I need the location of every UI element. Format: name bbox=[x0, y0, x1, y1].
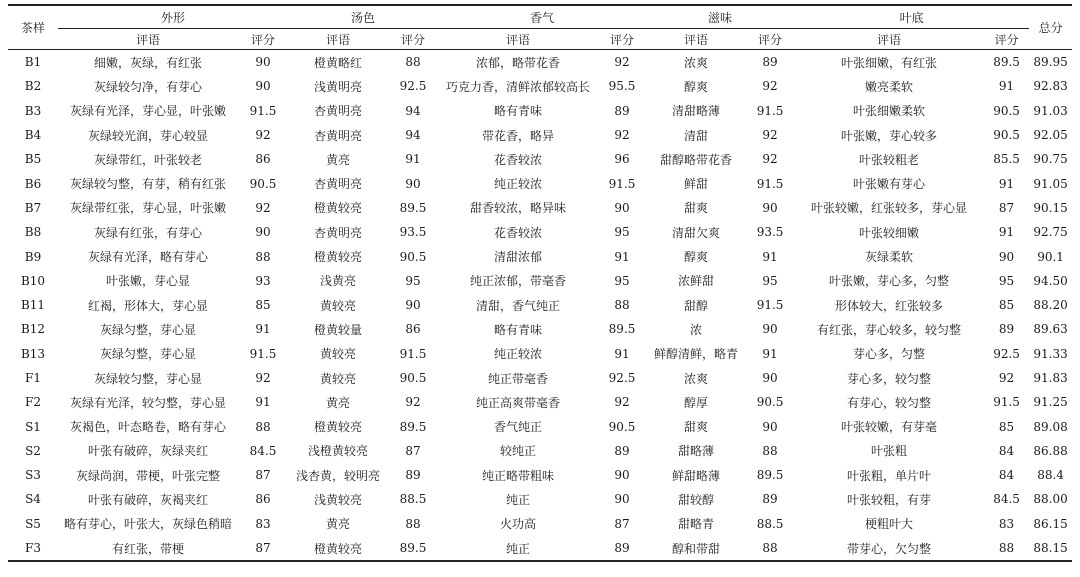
header-appearance: 外形 bbox=[58, 5, 288, 29]
cell-aroma-comment: 纯正较浓 bbox=[494, 177, 543, 192]
cell-total: 88.4 bbox=[1037, 468, 1064, 483]
cell-liquor-comment: 杏黄明亮 bbox=[314, 104, 363, 119]
cell-liquor-comment: 浅杏黄，较明亮 bbox=[296, 468, 381, 483]
cell-leaf-score: 84 bbox=[998, 468, 1015, 483]
cell-total: 91.25 bbox=[1033, 395, 1068, 410]
cell-taste-score: 89.5 bbox=[756, 468, 784, 483]
cell-leaf-comment: 带芽心，欠匀整 bbox=[794, 536, 984, 561]
cell-leaf-comment: 嫩亮柔软 bbox=[865, 79, 914, 94]
table-row bbox=[8, 317, 1072, 341]
cell-taste-score: 88 bbox=[762, 443, 778, 458]
cell-aroma-comment: 略有青味 bbox=[494, 322, 543, 337]
cell-taste-score: 91.5 bbox=[756, 298, 784, 313]
cell-aroma-comment: 火功高 bbox=[500, 517, 537, 532]
cell-taste-score: 91.5 bbox=[756, 103, 784, 118]
cell-appearance-score: 83 bbox=[255, 516, 271, 531]
cell-liquor-comment: 橙黄较亮 bbox=[314, 420, 363, 435]
cell-aroma-comment: 花香较浓 bbox=[494, 152, 543, 167]
cell-leaf-score: 84 bbox=[998, 443, 1015, 458]
cell-liquor-score: 92.5 bbox=[399, 79, 427, 94]
cell-appearance-score: 92 bbox=[255, 200, 271, 215]
table-row bbox=[8, 74, 1072, 98]
cell-aroma-score: 95 bbox=[614, 225, 630, 240]
cell-liquor-comment: 浅黄亮 bbox=[320, 274, 357, 289]
cell-aroma-comment: 巧克力香，清鲜浓郁较高长 bbox=[446, 79, 591, 94]
cell-sample: B4 bbox=[24, 128, 42, 143]
cell-liquor-comment: 黄较亮 bbox=[320, 298, 357, 313]
cell-aroma-comment: 清甜浓郁 bbox=[494, 250, 543, 265]
cell-taste-comment: 醇爽 bbox=[684, 250, 709, 265]
cell-liquor-score: 88 bbox=[405, 55, 421, 70]
cell-taste-score: 88.5 bbox=[756, 516, 784, 531]
cell-aroma-score: 91.5 bbox=[608, 176, 636, 191]
cell-liquor-score: 90.5 bbox=[399, 371, 427, 385]
cell-leaf-comment: 叶张嫩，芽心多，匀整 bbox=[829, 274, 950, 289]
cell-appearance-score: 93 bbox=[255, 273, 271, 288]
cell-total: 90.75 bbox=[1033, 152, 1068, 167]
cell-appearance-score: 87 bbox=[255, 468, 271, 483]
cell-liquor-comment: 黄较亮 bbox=[320, 371, 357, 386]
cell-sample: B13 bbox=[20, 346, 46, 361]
cell-aroma-score: 89 bbox=[614, 103, 630, 118]
cell-total: 86.15 bbox=[1033, 516, 1068, 531]
cell-taste-score: 91 bbox=[762, 346, 778, 361]
cell-total: 88.20 bbox=[1033, 298, 1068, 313]
cell-appearance-comment: 细嫩，灰绿，有红张 bbox=[93, 55, 202, 70]
cell-total: 92.83 bbox=[1033, 79, 1068, 94]
cell-aroma-score: 90 bbox=[614, 492, 630, 507]
cell-total: 91.03 bbox=[1033, 103, 1068, 118]
cell-sample: F3 bbox=[8, 536, 58, 561]
cell-aroma-comment: 纯正浓郁，带毫香 bbox=[470, 274, 567, 289]
cell-appearance-score: 91 bbox=[255, 322, 271, 337]
cell-liquor-score: 95 bbox=[405, 273, 421, 288]
cell-leaf-score: 90.5 bbox=[993, 128, 1020, 143]
cell-total: 92.75 bbox=[1033, 225, 1068, 240]
cell-aroma-comment: 纯正高爽带毫香 bbox=[476, 395, 561, 410]
cell-appearance-comment: 灰绿有光泽，芽心显，叶张嫩 bbox=[69, 104, 226, 119]
cell-taste-comment: 清甜 bbox=[684, 128, 709, 143]
cell-appearance-comment: 叶张嫩，芽心显 bbox=[105, 274, 190, 289]
cell-aroma-score: 95.5 bbox=[608, 79, 636, 94]
cell-appearance-score: 90 bbox=[255, 79, 271, 94]
cell-leaf-score: 87 bbox=[998, 200, 1015, 215]
cell-aroma-score: 89 bbox=[598, 536, 646, 561]
cell-liquor-score: 91 bbox=[405, 152, 421, 167]
cell-aroma-score: 92.5 bbox=[608, 371, 636, 385]
cell-aroma-score: 87 bbox=[614, 516, 630, 531]
cell-aroma-score: 96 bbox=[614, 152, 630, 167]
cell-liquor-comment: 黄亮 bbox=[326, 395, 351, 410]
cell-sample: B8 bbox=[24, 225, 42, 240]
cell-appearance-score: 90.5 bbox=[249, 176, 277, 191]
cell-total: 91.83 bbox=[1033, 371, 1068, 385]
cell-liquor-score: 89.5 bbox=[399, 200, 427, 215]
cell-appearance-score: 90 bbox=[255, 225, 271, 240]
cell-taste-comment: 鲜醇清鲜，略青 bbox=[654, 347, 739, 362]
table-row bbox=[8, 512, 1072, 536]
cell-sample: F2 bbox=[25, 395, 41, 410]
cell-leaf-comment: 叶张较粗，有芽 bbox=[847, 492, 932, 507]
cell-appearance-comment: 略有芽心，叶张大，灰绿色稍暗 bbox=[63, 517, 232, 532]
cell-appearance-score: 90 bbox=[255, 55, 271, 70]
cell-leaf-comment: 有芽心，较匀整 bbox=[847, 395, 932, 410]
cell-liquor-score: 86 bbox=[405, 322, 421, 337]
cell-taste-comment: 甜略薄 bbox=[678, 444, 715, 459]
table-row bbox=[8, 220, 1072, 244]
cell-liquor-comment: 橙黄较亮 bbox=[288, 536, 388, 561]
cell-aroma-score: 91 bbox=[614, 249, 630, 264]
cell-sample: B1 bbox=[24, 55, 42, 70]
cell-taste-score: 92 bbox=[762, 79, 778, 94]
cell-sample: B5 bbox=[24, 152, 42, 167]
cell-leaf-score: 90.5 bbox=[993, 103, 1020, 118]
cell-taste-comment: 鲜甜略薄 bbox=[672, 468, 721, 483]
cell-liquor-score: 89.5 bbox=[388, 536, 438, 561]
cell-taste-score: 92 bbox=[762, 128, 778, 143]
cell-taste-score: 95 bbox=[762, 273, 778, 288]
cell-taste-comment: 浓爽 bbox=[684, 371, 709, 386]
cell-appearance-comment: 灰绿匀整，芽心显 bbox=[99, 347, 196, 362]
cell-leaf-score: 89.5 bbox=[993, 55, 1020, 70]
cell-sample: S3 bbox=[25, 468, 41, 483]
cell-sample: S2 bbox=[25, 443, 41, 458]
cell-sample: B12 bbox=[20, 322, 46, 337]
cell-liquor-score: 90.5 bbox=[399, 249, 427, 264]
cell-leaf-score: 91.5 bbox=[993, 395, 1020, 410]
cell-leaf-score: 91 bbox=[998, 176, 1015, 191]
cell-aroma-comment: 纯正带毫香 bbox=[488, 371, 549, 386]
cell-leaf-score: 84.5 bbox=[993, 492, 1020, 507]
cell-leaf-score: 85.5 bbox=[993, 152, 1020, 167]
cell-total: 90.1 bbox=[1037, 249, 1064, 264]
cell-taste-score: 90 bbox=[762, 371, 778, 385]
cell-liquor-comment: 黄较亮 bbox=[320, 347, 357, 362]
cell-total: 91.05 bbox=[1033, 176, 1068, 191]
cell-aroma-score: 92 bbox=[614, 128, 630, 143]
cell-leaf-comment: 叶张嫩，芽心较多 bbox=[841, 128, 938, 143]
cell-taste-score: 90.5 bbox=[756, 395, 784, 410]
cell-appearance-comment: 灰褐色，叶态略卷，略有芽心 bbox=[69, 420, 226, 435]
tea-evaluation-table-wrap bbox=[8, 4, 1072, 562]
subheader-comment: 评语 bbox=[438, 29, 598, 50]
subheader-score: 评分 bbox=[598, 29, 646, 50]
cell-taste-comment: 甜较醇 bbox=[678, 492, 715, 507]
cell-liquor-comment: 杏黄明亮 bbox=[314, 225, 363, 240]
cell-liquor-score: 87 bbox=[405, 443, 421, 458]
cell-total: 92.05 bbox=[1033, 128, 1068, 143]
cell-leaf-comment: 形体较大，红张较多 bbox=[835, 298, 944, 313]
cell-aroma-comment: 纯正较浓 bbox=[494, 347, 543, 362]
cell-aroma-score: 92 bbox=[614, 395, 630, 410]
cell-leaf-score: 90 bbox=[998, 249, 1015, 264]
cell-leaf-comment: 叶张嫩有芽心 bbox=[853, 177, 926, 192]
cell-liquor-score: 92 bbox=[405, 395, 421, 410]
cell-leaf-score: 88 bbox=[984, 536, 1029, 561]
cell-liquor-score: 88 bbox=[405, 516, 421, 531]
cell-liquor-comment: 杏黄明亮 bbox=[314, 177, 363, 192]
cell-liquor-score: 90 bbox=[405, 176, 421, 191]
cell-appearance-comment: 灰绿有光泽，略有芽心 bbox=[87, 250, 208, 265]
cell-appearance-score: 84.5 bbox=[249, 443, 277, 458]
cell-appearance-comment: 灰绿带红，叶张较老 bbox=[93, 152, 202, 167]
cell-aroma-comment: 带花香，略异 bbox=[482, 128, 555, 143]
cell-total: 86.88 bbox=[1033, 443, 1068, 458]
cell-appearance-score: 88 bbox=[255, 249, 271, 264]
cell-taste-comment: 清甜欠爽 bbox=[672, 225, 721, 240]
cell-leaf-score: 92.5 bbox=[993, 346, 1020, 361]
cell-leaf-comment: 叶张较嫩，有芽毫 bbox=[841, 420, 938, 435]
cell-sample: B10 bbox=[20, 273, 46, 288]
cell-appearance-comment: 叶张有破碎，灰褐夹红 bbox=[87, 492, 208, 507]
cell-sample: B2 bbox=[24, 79, 42, 94]
cell-sample: B7 bbox=[24, 200, 42, 215]
cell-leaf-comment: 叶张细嫩，有红张 bbox=[841, 55, 938, 70]
cell-appearance-score: 92 bbox=[255, 128, 271, 143]
cell-leaf-score: 83 bbox=[998, 516, 1015, 531]
cell-taste-comment: 浓鲜甜 bbox=[678, 274, 715, 289]
cell-total: 90.15 bbox=[1033, 200, 1068, 215]
cell-leaf-comment: 叶张粗 bbox=[871, 444, 908, 459]
tea-evaluation-table bbox=[8, 4, 1072, 562]
cell-leaf-comment: 有红张，芽心较多，较匀整 bbox=[817, 322, 962, 337]
cell-aroma-comment: 甜香较浓，略异味 bbox=[470, 201, 567, 216]
table-row bbox=[8, 123, 1072, 147]
cell-appearance-score: 86 bbox=[255, 492, 271, 507]
cell-appearance-comment: 叶张有破碎，灰绿夹红 bbox=[87, 444, 208, 459]
cell-leaf-score: 95 bbox=[998, 273, 1015, 288]
cell-appearance-comment: 灰绿带红张，芽心显，叶张嫩 bbox=[69, 201, 226, 216]
cell-leaf-comment: 灰绿柔软 bbox=[865, 250, 914, 265]
table-row bbox=[8, 439, 1072, 463]
cell-sample: S4 bbox=[25, 492, 41, 507]
cell-appearance-score: 87 bbox=[238, 536, 288, 561]
cell-total: 88.00 bbox=[1033, 492, 1068, 507]
cell-taste-score: 92 bbox=[762, 152, 778, 167]
cell-taste-comment: 鲜甜 bbox=[684, 177, 709, 192]
cell-liquor-score: 94 bbox=[405, 128, 421, 143]
cell-liquor-comment: 黄亮 bbox=[326, 517, 351, 532]
cell-appearance-comment: 灰绿较匀净，有芽心 bbox=[93, 79, 202, 94]
subheader-comment: 评语 bbox=[58, 29, 238, 50]
cell-leaf-score: 91 bbox=[998, 79, 1015, 94]
cell-total: 89.63 bbox=[1033, 322, 1068, 337]
cell-appearance-score: 88 bbox=[255, 419, 271, 434]
cell-total: 88.15 bbox=[1029, 536, 1072, 561]
cell-liquor-comment: 橙黄较亮 bbox=[314, 201, 363, 216]
table-row bbox=[8, 99, 1072, 123]
cell-aroma-comment: 略有青味 bbox=[494, 104, 543, 119]
cell-leaf-comment: 叶张较嫩，红张较多，芽心显 bbox=[811, 201, 968, 216]
cell-liquor-comment: 橙黄略红 bbox=[314, 55, 363, 70]
cell-taste-comment: 甜醇略带花香 bbox=[660, 152, 733, 167]
subheader-score: 评分 bbox=[238, 29, 288, 50]
cell-liquor-comment: 黄亮 bbox=[326, 152, 351, 167]
table-row bbox=[8, 536, 1072, 561]
cell-taste-comment: 浓 bbox=[690, 322, 703, 337]
cell-appearance-comment: 灰绿匀整，芽心显 bbox=[99, 322, 196, 337]
header-aroma: 香气 bbox=[438, 5, 646, 29]
table-row bbox=[8, 50, 1072, 75]
cell-liquor-score: 93.5 bbox=[399, 225, 427, 240]
cell-sample: B3 bbox=[24, 103, 42, 118]
cell-taste-comment: 醇爽 bbox=[684, 79, 709, 94]
cell-aroma-score: 92 bbox=[614, 55, 630, 70]
cell-aroma-score: 95 bbox=[614, 273, 630, 288]
cell-liquor-score: 89 bbox=[405, 468, 421, 483]
cell-appearance-score: 86 bbox=[255, 152, 271, 167]
cell-taste-comment: 甜爽 bbox=[684, 420, 709, 435]
cell-taste-score: 89 bbox=[762, 492, 778, 507]
cell-taste-comment: 清甜略薄 bbox=[672, 104, 721, 119]
header-liquor: 汤色 bbox=[288, 5, 438, 29]
cell-liquor-comment: 橙黄较亮 bbox=[314, 250, 363, 265]
cell-taste-comment: 甜醇 bbox=[684, 298, 709, 313]
cell-aroma-score: 90 bbox=[614, 468, 630, 483]
cell-appearance-score: 91.5 bbox=[249, 103, 277, 118]
cell-leaf-score: 85 bbox=[998, 298, 1015, 313]
cell-appearance-comment: 灰绿较光润，芽心较显 bbox=[87, 128, 208, 143]
cell-leaf-comment: 梗粗叶大 bbox=[865, 517, 914, 532]
cell-total: 91.33 bbox=[1033, 346, 1068, 361]
cell-liquor-score: 88.5 bbox=[399, 492, 427, 507]
cell-sample: S5 bbox=[25, 516, 41, 531]
subheader-comment: 评语 bbox=[646, 29, 746, 50]
cell-liquor-comment: 浅橙黄较亮 bbox=[308, 444, 369, 459]
cell-leaf-score: 92 bbox=[998, 371, 1015, 385]
subheader-comment: 评语 bbox=[794, 29, 984, 50]
cell-leaf-score: 89 bbox=[998, 322, 1015, 337]
cell-liquor-score: 90 bbox=[405, 298, 421, 313]
cell-leaf-score: 85 bbox=[998, 419, 1015, 434]
cell-total: 89.08 bbox=[1033, 419, 1068, 434]
cell-appearance-score: 92 bbox=[255, 371, 271, 385]
cell-liquor-comment: 橙黄较量 bbox=[314, 322, 363, 337]
table-row bbox=[8, 390, 1072, 414]
cell-taste-score: 88 bbox=[746, 536, 794, 561]
cell-taste-comment: 醇和带甜 bbox=[646, 536, 746, 561]
table-row bbox=[8, 196, 1072, 220]
cell-appearance-score: 91 bbox=[255, 395, 271, 410]
table-row bbox=[8, 463, 1072, 487]
table-row bbox=[8, 269, 1072, 293]
cell-aroma-comment: 香气纯正 bbox=[494, 420, 543, 435]
table-row bbox=[8, 366, 1072, 390]
cell-leaf-comment: 叶张粗，单片叶 bbox=[847, 468, 932, 483]
cell-leaf-comment: 叶张较细嫩 bbox=[859, 225, 920, 240]
cell-leaf-comment: 芽心多，较匀整 bbox=[847, 371, 932, 386]
table-body bbox=[8, 50, 1072, 562]
cell-taste-score: 90 bbox=[762, 322, 778, 337]
cell-liquor-score: 91.5 bbox=[399, 346, 427, 361]
cell-aroma-comment: 清甜，香气纯正 bbox=[476, 298, 561, 313]
cell-total: 89.95 bbox=[1033, 55, 1068, 70]
cell-appearance-comment: 有红张，带梗 bbox=[58, 536, 238, 561]
cell-sample: B11 bbox=[20, 298, 46, 313]
subheader-score: 评分 bbox=[984, 29, 1029, 50]
cell-liquor-comment: 浅黄较亮 bbox=[314, 492, 363, 507]
table-row bbox=[8, 342, 1072, 366]
cell-taste-score: 93.5 bbox=[756, 225, 784, 240]
subheader-comment: 评语 bbox=[288, 29, 388, 50]
cell-appearance-comment: 灰绿较匀整，芽心显 bbox=[93, 371, 202, 386]
cell-appearance-score: 85 bbox=[255, 298, 271, 313]
cell-appearance-comment: 灰绿有红张，有芽心 bbox=[93, 225, 202, 240]
cell-appearance-comment: 灰绿有光泽，较匀整，芽心显 bbox=[69, 395, 226, 410]
cell-taste-comment: 浓爽 bbox=[684, 55, 709, 70]
cell-aroma-comment: 浓郁，略带花香 bbox=[476, 55, 561, 70]
cell-sample: S1 bbox=[25, 419, 41, 434]
cell-aroma-comment: 较纯正 bbox=[500, 444, 537, 459]
cell-taste-score: 90 bbox=[762, 200, 778, 215]
cell-leaf-score: 91 bbox=[998, 225, 1015, 240]
cell-liquor-score: 89.5 bbox=[399, 419, 427, 434]
cell-appearance-score: 91.5 bbox=[249, 346, 277, 361]
cell-sample: F1 bbox=[25, 371, 41, 385]
cell-leaf-comment: 叶张较粗老 bbox=[859, 152, 920, 167]
cell-aroma-score: 90 bbox=[614, 200, 630, 215]
cell-appearance-comment: 灰绿尚润，带梗，叶张完整 bbox=[75, 468, 220, 483]
cell-aroma-score: 89.5 bbox=[608, 322, 636, 337]
header-sample: 茶样 bbox=[8, 5, 58, 50]
cell-taste-score: 91 bbox=[762, 249, 778, 264]
cell-sample: B9 bbox=[24, 249, 42, 264]
subheader-score: 评分 bbox=[388, 29, 438, 50]
cell-aroma-comment: 纯正 bbox=[438, 536, 598, 561]
cell-taste-comment: 醇厚 bbox=[684, 395, 709, 410]
cell-aroma-comment: 纯正 bbox=[506, 492, 531, 507]
cell-aroma-comment: 花香较浓 bbox=[494, 225, 543, 240]
table-row bbox=[8, 147, 1072, 171]
cell-liquor-comment: 杏黄明亮 bbox=[314, 128, 363, 143]
cell-appearance-comment: 灰绿较匀整，有芽，稍有红张 bbox=[69, 177, 226, 192]
cell-aroma-comment: 纯正略带粗味 bbox=[482, 468, 555, 483]
cell-liquor-score: 94 bbox=[405, 103, 421, 118]
table-row bbox=[8, 414, 1072, 438]
table-row bbox=[8, 171, 1072, 195]
cell-appearance-comment: 红褐，形体大，芽心显 bbox=[87, 298, 208, 313]
cell-leaf-comment: 芽心多，匀整 bbox=[853, 347, 926, 362]
cell-sample: B6 bbox=[24, 176, 42, 191]
table-row bbox=[8, 293, 1072, 317]
cell-taste-score: 91.5 bbox=[756, 176, 784, 191]
table-row bbox=[8, 487, 1072, 511]
subheader-score: 评分 bbox=[746, 29, 794, 50]
header-leaf: 叶底 bbox=[794, 5, 1029, 29]
header-total: 总分 bbox=[1029, 5, 1072, 50]
cell-aroma-score: 89 bbox=[614, 443, 630, 458]
cell-taste-score: 89 bbox=[762, 55, 778, 70]
header-taste: 滋味 bbox=[646, 5, 794, 29]
table-row bbox=[8, 244, 1072, 268]
cell-aroma-score: 90.5 bbox=[608, 419, 636, 434]
cell-taste-comment: 甜略青 bbox=[678, 517, 715, 532]
cell-total: 94.50 bbox=[1033, 273, 1068, 288]
cell-aroma-score: 91 bbox=[614, 346, 630, 361]
cell-taste-comment: 甜爽 bbox=[684, 201, 709, 216]
cell-taste-score: 90 bbox=[762, 419, 778, 434]
cell-liquor-comment: 浅黄明亮 bbox=[314, 79, 363, 94]
cell-aroma-score: 88 bbox=[614, 298, 630, 313]
cell-leaf-comment: 叶张细嫩柔软 bbox=[853, 104, 926, 119]
